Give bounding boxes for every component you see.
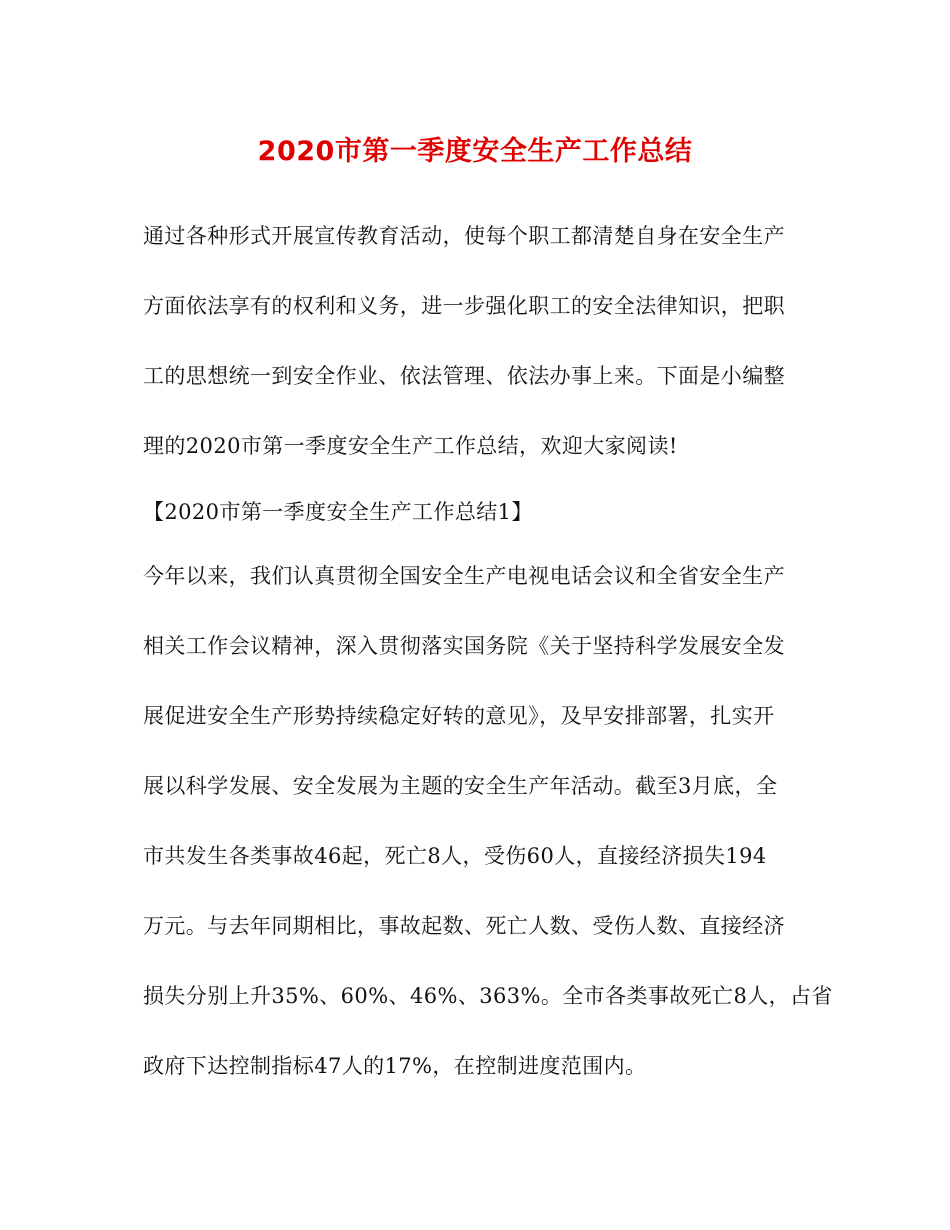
body-line: 展以科学发展、安全发展为主题的安全生产年活动。截至3月底，全 — [143, 774, 778, 798]
intro-line: 工的思想统一到安全作业、依法管理、依法办事上来。下面是小编整 — [143, 364, 785, 388]
document-title: 2020市第一季度安全生产工作总结 — [257, 136, 693, 167]
intro-line: 理的2020市第一季度安全生产工作总结，欢迎大家阅读! — [143, 434, 678, 458]
section-heading: 【2020市第一季度安全生产工作总结1】 — [143, 500, 533, 524]
body-line: 市共发生各类事故46起，死亡8人，受伤60人，直接经济损失194 — [143, 844, 767, 868]
body-line: 展促进安全生产形势持续稳定好转的意见》，及早安排部署，扎实开 — [143, 704, 775, 728]
body-line: 万元。与去年同期相比，事故起数、死亡人数、受伤人数、直接经济 — [143, 914, 785, 938]
body-line: 损失分别上升35%、60%、46%、363%。全市各类事故死亡8人，占省 — [143, 984, 833, 1008]
intro-line: 通过各种形式开展宣传教育活动，使每个职工都清楚自身在安全生产 — [143, 224, 785, 248]
body-line: 相关工作会议精神，深入贯彻落实国务院《关于坚持科学发展安全发 — [143, 634, 785, 658]
body-line: 政府下达控制指标47人的17%，在控制进度范围内。 — [143, 1054, 647, 1078]
body-line: 今年以来，我们认真贯彻全国安全生产电视电话会议和全省安全生产 — [143, 564, 785, 588]
intro-line: 方面依法享有的权利和义务，进一步强化职工的安全法律知识，把职 — [143, 294, 785, 318]
